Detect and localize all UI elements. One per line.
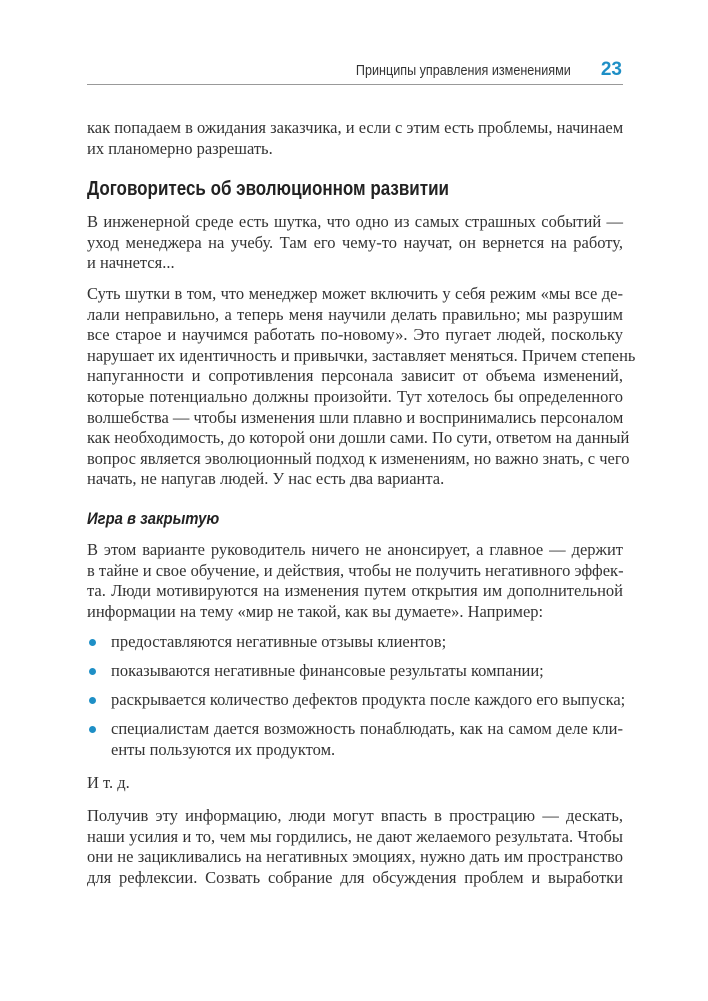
section-heading: Договоритесь об эволюционном развитии	[87, 178, 449, 200]
bullet-icon	[89, 668, 96, 675]
paragraph-1	[87, 118, 623, 159]
text-line: В инженерной среде есть шутка, что одно из самых страшных событий —	[87, 212, 623, 231]
running-header-title: Принципы управления изменениями	[356, 62, 571, 79]
list-item	[87, 632, 623, 653]
text-line: нарушает их идентичность и привычки, заставляет меняться. Причем степень	[87, 345, 636, 365]
paragraph-4	[87, 540, 623, 622]
subsection-heading: Игра в закрытую	[87, 510, 220, 528]
paragraph-5	[87, 806, 623, 888]
text-line: они не зацикливались на негативных эмоциях, нужно дать им пространство	[87, 847, 623, 867]
text-line: та. Люди мотивируются на изменения путем открытия им дополнительной	[87, 581, 623, 601]
text-line: показываются негативные финансовые результаты компании;	[111, 661, 544, 680]
text-line: вопрос является эволюционный подход к изменениям, но важно знать, с чего	[87, 448, 630, 468]
paragraph-2	[87, 212, 623, 274]
list-item	[87, 661, 623, 682]
bullet-icon	[89, 726, 96, 733]
text-line: начать, не напугав людей. У нас есть два варианта.	[87, 469, 445, 489]
text-line: все старое и научимся работать по-новому». Это пугает людей, поскольку	[87, 325, 623, 345]
running-header	[87, 60, 623, 82]
text-line: лали неправильно, а теперь меня научили делать правильно; мы разрушим	[87, 304, 623, 324]
page-number: 23	[600, 59, 622, 80]
text-line: В этом варианте руководитель ничего не анонсирует, а главное — держит	[87, 540, 623, 559]
paragraph-etc	[87, 773, 623, 794]
text-line: предоставляются негативные отзывы клиентов;	[111, 632, 447, 651]
text-line: как необходимость, до которой они дошли сами. По сути, ответом на данный	[87, 428, 630, 448]
text-line: в тайне и свое обучение, и действия, чтобы не получить негативного эффек-	[87, 560, 624, 580]
bullet-icon	[89, 697, 96, 704]
text-line: как попадаем в ожидания заказчика, и если с этим есть проблемы, начинаем	[87, 118, 624, 137]
text-line: И т. д.	[87, 773, 130, 792]
text-line: напуганности и сопротивления персонала зависит от объема изменений,	[87, 366, 623, 386]
text-line: раскрывается количество дефектов продукта после каждого его выпуска;	[111, 690, 626, 709]
text-line: наши усилия и то, чем мы гордились, не дают желаемого результата. Чтобы	[87, 826, 623, 846]
text-line: и начнется...	[87, 253, 175, 273]
text-line: уход менеджера на учебу. Там его чему-то научат, он вернется на работу,	[87, 232, 623, 252]
text-line: которые потенциально должны произойти. Тут хотелось бы определенного	[87, 386, 623, 406]
text-line: информации на тему «мир не такой, как вы думаете». Например:	[87, 601, 544, 621]
text-line: енты пользуются их продуктом.	[111, 739, 336, 759]
bullet-icon	[89, 639, 96, 646]
header-rule	[87, 84, 623, 85]
text-line: Суть шутки в том, что менеджер может включить у себя режим «мы все де-	[87, 284, 623, 303]
text-line: специалистам дается возможность понаблюдать, как на самом деле кли-	[111, 719, 623, 738]
paragraph-3	[87, 284, 636, 490]
text-line: волшебства — чтобы изменения шли плавно и воспринимались персоналом	[87, 407, 624, 427]
text-line: для рефлексии. Созвать собрание для обсуждения проблем и выработки	[87, 867, 623, 887]
text-line: Получив эту информацию, люди могут впасть в прострацию — дескать,	[87, 806, 623, 825]
list-item	[87, 719, 623, 760]
list-item	[87, 690, 626, 711]
text-line: их планомерно разрешать.	[87, 138, 273, 158]
